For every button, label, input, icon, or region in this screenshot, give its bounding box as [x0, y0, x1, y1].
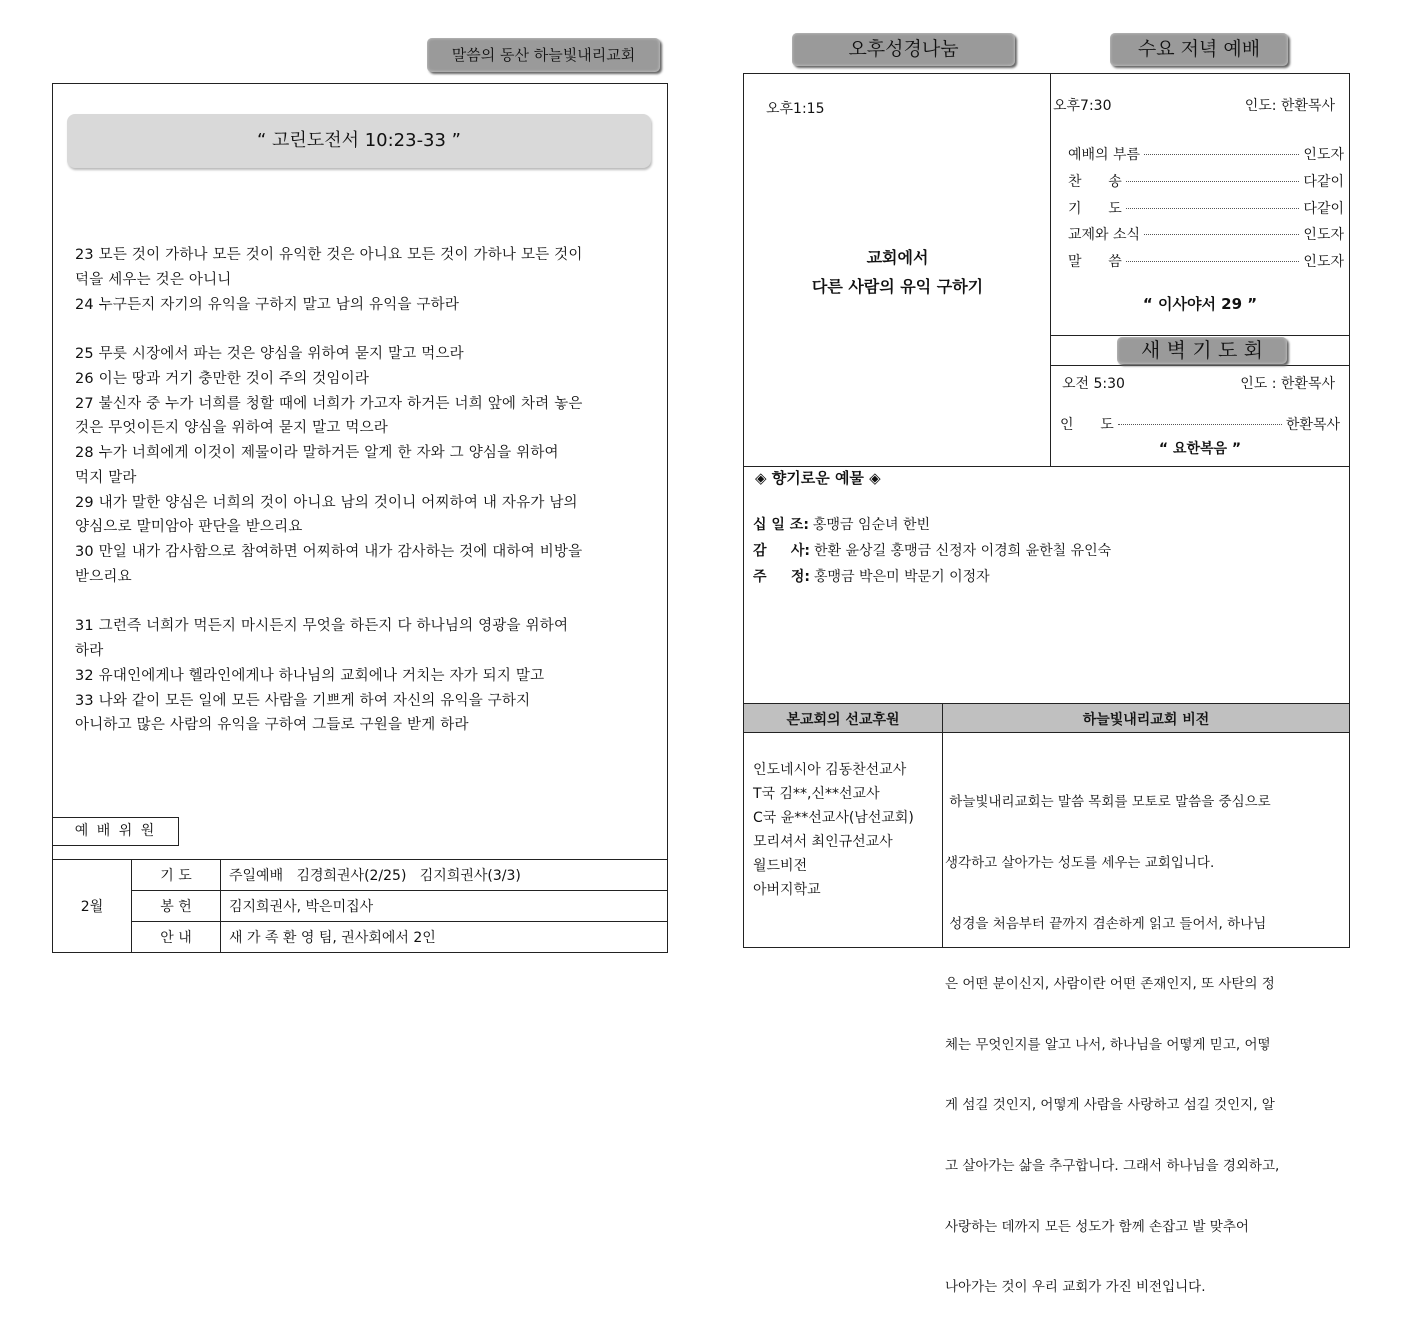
offering-label: 주 정:	[753, 569, 811, 585]
table-row	[53, 860, 668, 891]
divider	[942, 703, 943, 947]
dawn-time: 오전 5:30	[1062, 376, 1125, 392]
verse-line: 하라	[75, 643, 104, 659]
order-who: 다같이	[1303, 201, 1344, 217]
order-item	[1068, 251, 1344, 271]
order-who: 인도자	[1303, 227, 1344, 243]
vision-header: 하늘빛내리교회 비전	[1082, 712, 1210, 728]
order-label: 예배의 부름	[1068, 147, 1141, 163]
vision-text	[945, 752, 1279, 1318]
vision-line: 생각하고 살아가는 성도를 세우는 교회입니다.	[945, 855, 1215, 872]
wednesday-scripture: “ 이사야서 29 ”	[1142, 295, 1258, 313]
verse-gap	[75, 590, 663, 615]
mission-item: 모리셔서 최인규선교사	[753, 834, 893, 850]
dawn-leader: 인도 : 한환목사	[1240, 376, 1335, 392]
wednesday-header: 수요 저녁 예배	[1110, 33, 1288, 66]
role-cell: 안 내	[132, 922, 221, 953]
verse-list	[75, 243, 663, 738]
committee-table	[52, 859, 668, 953]
verse-line: 24 누구든지 자기의 유익을 구하지 말고 남의 유익을 구하라	[75, 296, 460, 313]
verse-gap	[75, 317, 663, 342]
vision-line: 성경을 처음부터 끝까지 겸손하게 읽고 들어서, 하나님	[945, 915, 1267, 932]
offering-row	[753, 566, 990, 586]
verse-line: 23 모든 것이 가하나 모든 것이 유익한 것은 아니요 모든 것이 가하나 모든 것이	[75, 247, 583, 263]
church-header: 말씀의 동산 하늘빛내리교회	[427, 38, 660, 72]
order-who: 한환목사	[1285, 417, 1340, 433]
vision-line: 사랑하는 데까지 모든 성도가 함께 손잡고 발 맞추어	[945, 1218, 1249, 1235]
value-cell: 김지희권사, 박은미집사	[221, 891, 668, 922]
dawn-order-item	[1060, 414, 1340, 434]
offerings-title: ◈ 향기로운 예물 ◈	[755, 469, 881, 487]
dawn-header: 새 벽 기 도 회	[1117, 337, 1287, 364]
mission-item: 인도네시아 김동찬선교사	[753, 762, 907, 778]
order-who: 인도자	[1303, 147, 1344, 163]
value-cell: 새 가 족 환 영 팀, 권사회에서 2인	[221, 922, 668, 953]
verse-line: 아니하고 많은 사람의 유익을 구하여 그들로 구원을 받게 하라	[75, 717, 469, 734]
verse-line: 33 나와 같이 모든 일에 모든 사람을 기쁘게 하여 자신의 유익을 구하지	[75, 692, 531, 709]
committee-label: 예 배 위 원	[52, 817, 179, 846]
wednesday-time: 오후7:30	[1053, 98, 1112, 114]
vision-line: 고 살아가는 삶을 추구합니다. 그래서 하나님을 경외하고,	[945, 1158, 1280, 1175]
dotted-leader	[1144, 234, 1299, 235]
afternoon-title-2: 다른 사람의 유익 구하기	[811, 277, 984, 296]
afternoon-header: 오후성경나눔	[792, 33, 1015, 66]
verse-line: 29 내가 말한 양심은 너희의 것이 아니요 남의 것이니 어찌하여 내 자유가 남의	[75, 494, 578, 511]
order-who: 다같이	[1303, 174, 1344, 190]
role-cell: 봉 헌	[132, 891, 221, 922]
mission-item: T국 김**,신**선교사	[753, 786, 880, 802]
verse-line: 27 불신자 중 누가 너희를 청할 때에 너희가 가고자 하거든 너희 앞에 차려 놓은	[75, 395, 583, 412]
vision-line: 게 섬길 것인지, 어떻게 사람을 사랑하고 섬길 것인지, 알	[945, 1097, 1275, 1114]
role-cell: 기 도	[132, 860, 221, 891]
dotted-leader	[1144, 154, 1299, 155]
order-label: 인 도	[1060, 417, 1114, 433]
dotted-leader	[1118, 424, 1282, 425]
table-row	[53, 922, 668, 953]
order-label: 말 씀	[1068, 254, 1122, 270]
verse-line: 덕을 세우는 것은 아니니	[75, 271, 232, 288]
order-label: 교제와 소식	[1068, 227, 1141, 243]
afternoon-time: 오후1:15	[766, 101, 825, 117]
offering-names: 홍맹금 임순녀 한빈	[812, 517, 931, 533]
verse-line: 32 유대인에게나 헬라인에게나 하나님의 교회에나 거치는 자가 되지 말고	[75, 667, 545, 684]
vision-line: 은 어떤 분이신지, 사람이란 어떤 존재인지, 또 사탄의 정	[945, 976, 1275, 993]
missions-header: 본교회의 선교후원	[786, 712, 900, 728]
vision-line: 하늘빛내리교회는 말씀 목회를 모토로 말씀을 중심으로	[945, 794, 1271, 811]
divider	[1050, 335, 1350, 336]
month-cell: 2월	[53, 860, 132, 953]
mission-item: 아버지학교	[753, 882, 821, 898]
verse-line: 받으리요	[75, 568, 132, 585]
order-item	[1068, 144, 1344, 164]
divider	[1050, 365, 1350, 366]
verse-line: 것은 무엇이든지 양심을 위하여 묻지 말고 먹으라	[75, 420, 388, 437]
dotted-leader	[1126, 261, 1300, 262]
table-row	[53, 891, 668, 922]
offering-label: 십 일 조:	[753, 517, 809, 533]
afternoon-title-1: 교회에서	[866, 248, 929, 267]
missions-list	[753, 758, 914, 902]
mission-item: C국 윤**선교사(남선교회)	[753, 810, 914, 826]
verse-line: 28 누가 너희에게 이것이 제물이라 말하거든 알게 한 자와 그 양심을 위하여	[75, 445, 559, 461]
dotted-leader	[1126, 208, 1300, 209]
verse-line: 31 그런즉 너희가 먹든지 마시든지 무엇을 하든지 다 하나님의 영광을 위하여	[75, 618, 569, 635]
wednesday-leader: 인도: 한환목사	[1244, 98, 1335, 114]
offering-row	[753, 540, 1111, 560]
value-cell: 주일예배 김경희권사(2/25) 김지희권사(3/3)	[221, 860, 668, 891]
vision-line: 나아가는 것이 우리 교회가 가진 비전입니다.	[945, 1279, 1206, 1296]
order-who: 인도자	[1303, 254, 1344, 270]
verse-line: 양심으로 말미암아 판단을 받으리요	[75, 519, 303, 536]
offering-row	[753, 514, 930, 534]
divider	[1050, 73, 1051, 466]
verse-line: 26 이는 땅과 거기 충만한 것이 주의 것임이라	[75, 370, 370, 387]
scripture-title: “ 고린도전서 10:23-33 ”	[67, 114, 651, 168]
order-item	[1068, 198, 1344, 218]
verse-line: 먹지 말라	[75, 469, 137, 486]
offering-names: 홍맹금 박은미 박문기 이정자	[814, 569, 990, 585]
dawn-scripture: “ 요한복음 ”	[1158, 441, 1242, 457]
vision-line: 체는 무엇인지를 알고 나서, 하나님을 어떻게 믿고, 어떻	[945, 1036, 1271, 1053]
offering-names: 한환 윤상길 홍맹금 신정자 이경희 윤한칠 유인숙	[814, 543, 1112, 559]
order-label: 찬 송	[1068, 174, 1122, 190]
dotted-leader	[1126, 181, 1300, 182]
offering-label: 감 사:	[753, 543, 811, 559]
order-label: 기 도	[1068, 201, 1122, 217]
order-item	[1068, 224, 1344, 244]
order-item	[1068, 171, 1344, 191]
verse-line: 25 무릇 시장에서 파는 것은 양심을 위하여 묻지 말고 먹으라	[75, 346, 464, 362]
verse-line: 30 만일 내가 감사함으로 참여하면 어찌하여 내가 감사하는 것에 대하여 비방을	[75, 544, 583, 560]
mission-item: 월드비전	[753, 858, 808, 874]
